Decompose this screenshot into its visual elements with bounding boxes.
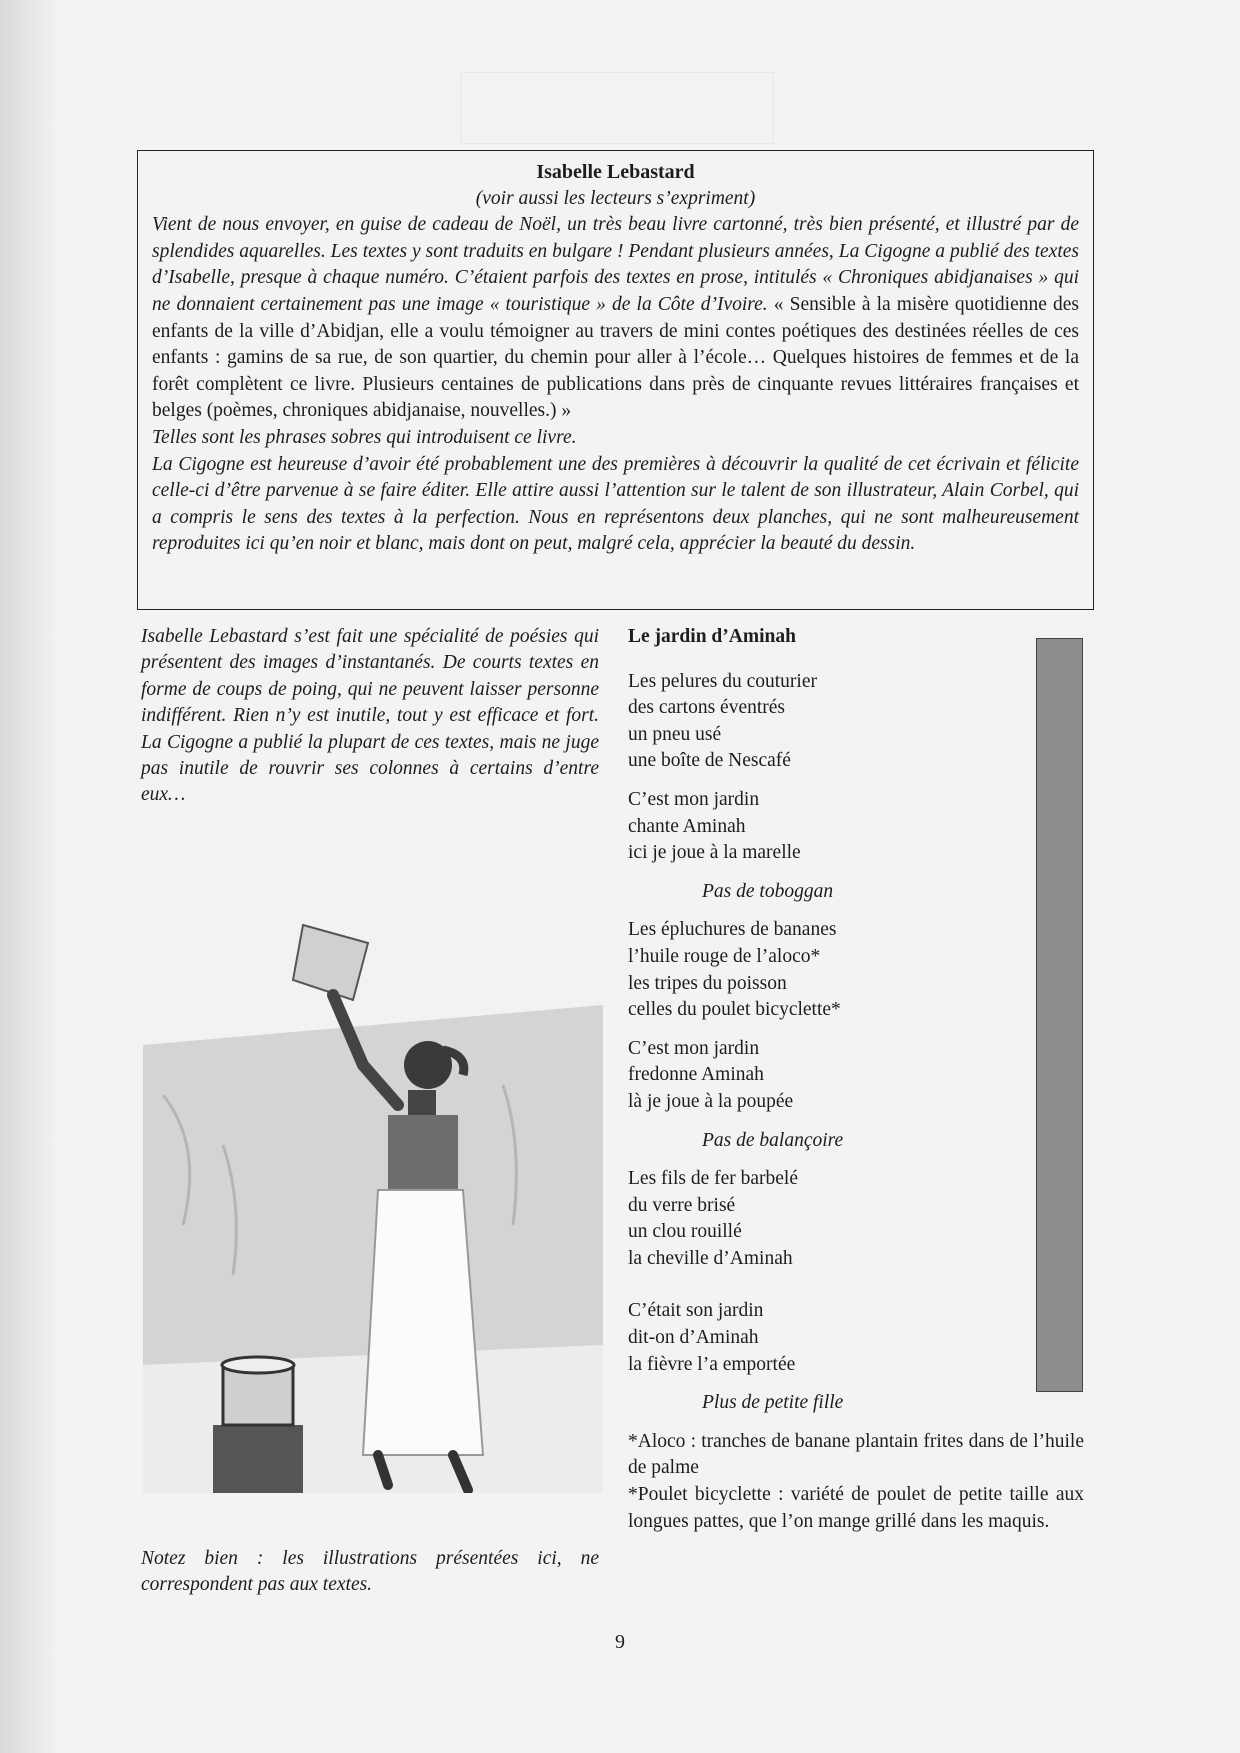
bleed-through-frame — [460, 72, 774, 144]
poem-line: Les épluchures de bananes — [628, 919, 837, 941]
poem-line: chante Aminah — [628, 815, 746, 837]
poem-line: la fièvre l’a emportée — [628, 1353, 796, 1375]
poem-line: C’est mon jardin — [628, 1037, 760, 1059]
poem-stanza — [628, 787, 1084, 867]
poem-stanza — [628, 917, 1084, 1023]
intro-paragraph-2: Telles sont les phrases sobres qui introduisent ce livre. — [152, 426, 577, 448]
poem-line: C’est mon jardin — [628, 788, 760, 810]
poem-line: la cheville d’Aminah — [628, 1247, 793, 1269]
poem-line: l’huile rouge de l’aloco* — [628, 945, 821, 967]
poem-line: un clou rouillé — [628, 1221, 742, 1243]
intro-paragraph: Vient de nous envoyer, en guise de cadeau de Noël, un très beau livre cartonné, très bien présenté, et illustré par de splendides aquarelles. Les textes y sont traduits en bulgare ! Pendant plusieurs années, La Cigogne a publié des textes d’Isabelle, presque à chaque numéro. C’étaient parfois des textes en prose, intitulés « Chroniques abidjanaises » qui ne donnaient certainement pas une image « touristique » de la Côte d’Ivoire. — [152, 214, 1079, 315]
footnote-poulet: *Poulet bicyclette : variété de poulet de petite taille aux longues pattes, que l’on mange grillé dans les maquis. — [628, 1484, 1084, 1532]
poem-refrain: Pas de balançoire — [702, 1129, 844, 1151]
poem-line: une boîte de Nescafé — [628, 750, 791, 772]
poem-stanza — [628, 1036, 1084, 1116]
illustration-note: Notez bien : les illustrations présentées ici, ne correspondent pas aux textes. — [141, 1548, 599, 1596]
poem-stanza — [628, 669, 1084, 775]
intro-title: Isabelle Lebastard — [536, 161, 695, 183]
gray-margin-bar — [1036, 638, 1083, 1392]
intro-subtitle: (voir aussi les lecteurs s’expriment) — [475, 187, 756, 209]
watercolor-illustration — [143, 845, 603, 1493]
intro-quote: « Sensible à la misère quotidienne des enfants de la ville d’Abidjan, elle a voulu témoigner au travers de mini contes poétiques des destinées réelles de ces enfants : gamins de sa rue, de son quartier, du chemin pour aller à l’école… Quelques histoires de femmes et de la forêt complètent ce livre. Plusieurs centaines de publications dans près de cinquante revues littéraires françaises et belges (poèmes, chroniques abidjanaise, nouvelles.) » — [152, 293, 1079, 422]
poem-title: Le jardin d’Aminah — [628, 626, 796, 647]
poem-line: là je joue à la poupée — [628, 1090, 794, 1112]
poem-line: un pneu usé — [628, 723, 722, 745]
intro-body — [152, 212, 1079, 425]
poem-refrain: Plus de petite fille — [702, 1392, 844, 1414]
poem-stanza — [628, 1298, 1084, 1378]
poem-line: Les fils de fer barbelé — [628, 1168, 798, 1190]
poem-stanza — [628, 1166, 1084, 1272]
page-number: 9 — [615, 1631, 625, 1653]
poem-line: C’était son jardin — [628, 1300, 764, 1322]
left-column-text: Isabelle Lebastard s’est fait une spécialité de poésies qui présentent des images d’instantanés. De courts textes en forme de coups de poing, qui ne peuvent laisser personne indifférent. Rien n’y est inutile, tout y est efficace et fort. La Cigogne a publié la plupart de ces textes, mais ne juge pas inutile de rouvrir ses colonnes à certains d’entre eux… — [141, 626, 599, 806]
page-shadow — [0, 0, 60, 1753]
poem-column — [628, 624, 1084, 1535]
poem-line: dit-on d’Aminah — [628, 1327, 759, 1349]
poem-line: celles du poulet bicyclette* — [628, 999, 841, 1021]
footnote-aloco: *Aloco : tranches de banane plantain frites dans de l’huile de palme — [628, 1430, 1084, 1479]
poem-line: Les pelures du couturier — [628, 670, 817, 692]
poem-line: des cartons éventrés — [628, 697, 786, 719]
poem-line: ici je joue à la marelle — [628, 842, 801, 864]
intro-paragraph-3: La Cigogne est heureuse d’avoir été probablement une des premières à découvrir la qualité de cet écrivain et félicite celle-ci d’être parvenue à se faire éditer. Elle attire aussi l’attention sur le talent de son illustrateur, Alain Corbel, qui a compris le sens des textes à la perfection. Nous en représentons deux planches, qui ne sont malheureusement reproduites ici qu’en noir et blanc, mais dont on peut, malgré cela, apprécier la beauté du dessin. — [152, 453, 1079, 555]
poem-refrain: Pas de toboggan — [702, 880, 834, 902]
poem-line: du verre brisé — [628, 1194, 736, 1216]
poem-line: fredonne Aminah — [628, 1064, 764, 1086]
poem-line: les tripes du poisson — [628, 972, 787, 994]
intro-box — [137, 150, 1094, 610]
